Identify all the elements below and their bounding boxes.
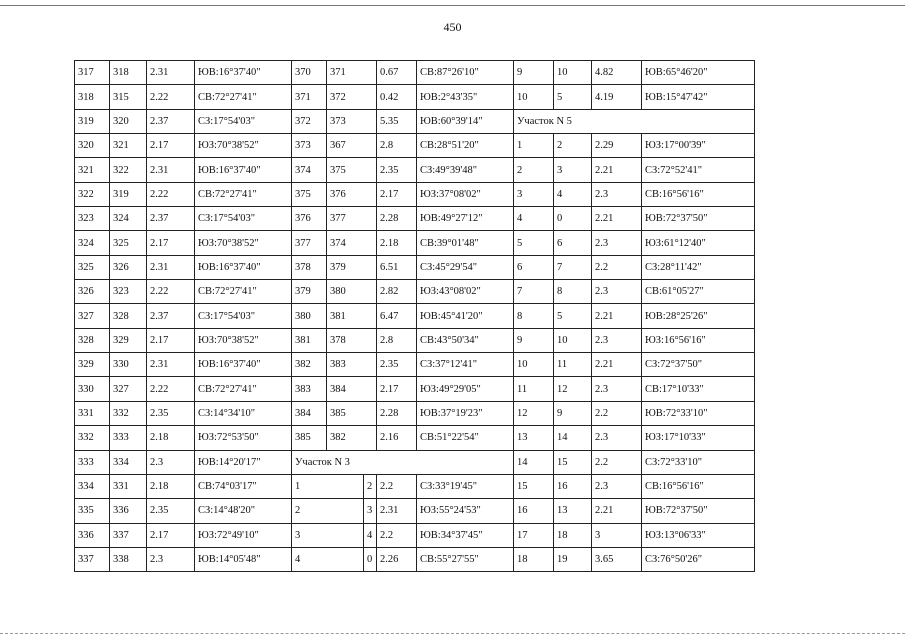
middle-to-point-cell: 384 — [327, 377, 377, 401]
left-length-cell: 2.22 — [147, 182, 195, 206]
left-from-point-cell: 331 — [75, 401, 110, 425]
left-from-point-cell: 336 — [75, 523, 110, 547]
right-bearing-cell: СЗ:72°52'41" — [642, 158, 755, 182]
left-to-point-cell: 319 — [110, 182, 147, 206]
right-from-point-cell: 5 — [514, 231, 554, 255]
table-row — [75, 328, 755, 352]
right-from-point-cell: 10 — [514, 85, 554, 109]
left-length-cell: 2.17 — [147, 523, 195, 547]
table-row — [75, 304, 755, 328]
left-length-cell: 2.22 — [147, 280, 195, 304]
table-row — [75, 85, 755, 109]
middle-to-point-cell: 380 — [327, 280, 377, 304]
right-length-cell: 4.19 — [592, 85, 642, 109]
right-from-point-cell: 1 — [514, 134, 554, 158]
left-length-cell: 2.17 — [147, 231, 195, 255]
left-to-point-cell: 338 — [110, 547, 147, 571]
right-bearing-cell: СВ:16°56'16" — [642, 474, 755, 498]
right-from-point-cell: 16 — [514, 499, 554, 523]
left-bearing-cell: ЮВ:14°20'17" — [195, 450, 292, 474]
middle-length-cell: 2.82 — [377, 280, 417, 304]
table-row — [75, 426, 755, 450]
middle-bearing-cell: СВ:51°22'54" — [417, 426, 514, 450]
middle-to-point-cell: 372 — [327, 85, 377, 109]
middle-to-point-cell: 385 — [327, 401, 377, 425]
right-to-point-cell: 0 — [554, 207, 592, 231]
scan-bottom-edge — [0, 633, 905, 634]
left-from-point-cell: 323 — [75, 207, 110, 231]
middle-length-cell: 2.28 — [377, 401, 417, 425]
middle-to-point-cell: 374 — [327, 231, 377, 255]
left-from-point-cell: 330 — [75, 377, 110, 401]
table-row — [75, 547, 755, 571]
middle-from-point-cell: 2 — [292, 499, 364, 523]
right-from-point-cell: 7 — [514, 280, 554, 304]
middle-length-cell: 2.16 — [377, 426, 417, 450]
middle-bearing-cell: СВ:87°26'10" — [417, 61, 514, 85]
middle-from-point-cell: 382 — [292, 353, 327, 377]
right-bearing-cell: СЗ:72°37'50" — [642, 353, 755, 377]
right-length-cell: 2.21 — [592, 304, 642, 328]
middle-length-cell: 0.67 — [377, 61, 417, 85]
left-length-cell: 2.17 — [147, 328, 195, 352]
middle-length-cell: 2.35 — [377, 353, 417, 377]
left-bearing-cell: ЮВ:16°37'40" — [195, 353, 292, 377]
table-row — [75, 182, 755, 206]
left-bearing-cell: ЮЗ:72°49'10" — [195, 523, 292, 547]
left-to-point-cell: 329 — [110, 328, 147, 352]
left-from-point-cell: 321 — [75, 158, 110, 182]
left-length-cell: 2.31 — [147, 255, 195, 279]
table-row — [75, 109, 755, 133]
left-from-point-cell: 317 — [75, 61, 110, 85]
right-bearing-cell: ЮВ:15°47'42" — [642, 85, 755, 109]
middle-bearing-cell: ЮВ:45°41'20" — [417, 304, 514, 328]
middle-bearing-cell: СЗ:49°39'48" — [417, 158, 514, 182]
right-length-cell: 2.3 — [592, 328, 642, 352]
left-bearing-cell: ЮЗ:70°38'52" — [195, 134, 292, 158]
left-bearing-cell: ЮЗ:72°53'50" — [195, 426, 292, 450]
left-bearing-cell: ЮВ:16°37'40" — [195, 61, 292, 85]
right-length-cell: 2.21 — [592, 158, 642, 182]
middle-to-point-cell: 379 — [327, 255, 377, 279]
right-from-point-cell: 17 — [514, 523, 554, 547]
right-to-point-cell: 5 — [554, 304, 592, 328]
right-from-point-cell: 3 — [514, 182, 554, 206]
left-to-point-cell: 324 — [110, 207, 147, 231]
right-length-cell: 2.3 — [592, 182, 642, 206]
right-to-point-cell: 4 — [554, 182, 592, 206]
right-to-point-cell: 3 — [554, 158, 592, 182]
middle-from-point-cell: 381 — [292, 328, 327, 352]
right-from-point-cell: 14 — [514, 450, 554, 474]
right-length-cell: 3.65 — [592, 547, 642, 571]
middle-bearing-cell: ЮЗ:49°29'05" — [417, 377, 514, 401]
middle-length-cell: 2.8 — [377, 134, 417, 158]
left-bearing-cell: СЗ:17°54'03" — [195, 304, 292, 328]
right-to-point-cell: 12 — [554, 377, 592, 401]
left-bearing-cell: СВ:74°03'17" — [195, 474, 292, 498]
right-length-cell: 2.2 — [592, 255, 642, 279]
left-to-point-cell: 315 — [110, 85, 147, 109]
right-to-point-cell: 18 — [554, 523, 592, 547]
middle-bearing-cell: ЮВ:2°43'35" — [417, 85, 514, 109]
right-bearing-cell: ЮЗ:16°56'16" — [642, 328, 755, 352]
middle-to-point-cell: 367 — [327, 134, 377, 158]
middle-from-point-cell: 376 — [292, 207, 327, 231]
right-length-cell: 2.2 — [592, 450, 642, 474]
table-row — [75, 377, 755, 401]
right-length-cell: 2.21 — [592, 207, 642, 231]
middle-to-point-cell: 2 — [364, 474, 377, 498]
middle-bearing-cell: ЮВ:34°37'45" — [417, 523, 514, 547]
left-bearing-cell: СВ:72°27'41" — [195, 377, 292, 401]
middle-length-cell: 2.31 — [377, 499, 417, 523]
left-to-point-cell: 325 — [110, 231, 147, 255]
middle-bearing-cell: ЮВ:60°39'14" — [417, 109, 514, 133]
left-from-point-cell: 333 — [75, 450, 110, 474]
left-to-point-cell: 332 — [110, 401, 147, 425]
left-from-point-cell: 325 — [75, 255, 110, 279]
right-to-point-cell: 19 — [554, 547, 592, 571]
table-row — [75, 499, 755, 523]
right-length-cell: 2.2 — [592, 401, 642, 425]
left-length-cell: 2.3 — [147, 547, 195, 571]
left-length-cell: 2.22 — [147, 85, 195, 109]
left-from-point-cell: 328 — [75, 328, 110, 352]
coordinates-table-sheet — [74, 60, 754, 572]
right-to-point-cell: 2 — [554, 134, 592, 158]
left-from-point-cell: 334 — [75, 474, 110, 498]
left-bearing-cell: СЗ:14°48'20" — [195, 499, 292, 523]
right-to-point-cell: 10 — [554, 61, 592, 85]
left-from-point-cell: 332 — [75, 426, 110, 450]
middle-from-point-cell: 373 — [292, 134, 327, 158]
middle-from-point-cell: 379 — [292, 280, 327, 304]
left-from-point-cell: 318 — [75, 85, 110, 109]
middle-bearing-cell: СЗ:37°12'41" — [417, 353, 514, 377]
left-to-point-cell: 331 — [110, 474, 147, 498]
left-length-cell: 2.3 — [147, 450, 195, 474]
left-bearing-cell: СЗ:14°34'10" — [195, 401, 292, 425]
right-to-point-cell: 6 — [554, 231, 592, 255]
table-row — [75, 474, 755, 498]
right-bearing-cell: ЮЗ:13°06'33" — [642, 523, 755, 547]
right-length-cell: 3 — [592, 523, 642, 547]
middle-to-point-cell: 3 — [364, 499, 377, 523]
left-to-point-cell: 336 — [110, 499, 147, 523]
left-from-point-cell: 335 — [75, 499, 110, 523]
left-to-point-cell: 326 — [110, 255, 147, 279]
middle-bearing-cell: СВ:28°51'20" — [417, 134, 514, 158]
middle-bearing-cell: СВ:55°27'55" — [417, 547, 514, 571]
right-from-point-cell: 15 — [514, 474, 554, 498]
table-row — [75, 207, 755, 231]
left-to-point-cell: 322 — [110, 158, 147, 182]
middle-length-cell: 5.35 — [377, 109, 417, 133]
left-length-cell: 2.17 — [147, 134, 195, 158]
left-bearing-cell: СВ:72°27'41" — [195, 182, 292, 206]
right-to-point-cell: 13 — [554, 499, 592, 523]
middle-length-cell: 2.28 — [377, 207, 417, 231]
left-length-cell: 2.35 — [147, 401, 195, 425]
middle-bearing-cell: ЮЗ:37°08'02" — [417, 182, 514, 206]
right-to-point-cell: 9 — [554, 401, 592, 425]
middle-from-point-cell: 377 — [292, 231, 327, 255]
right-to-point-cell: 16 — [554, 474, 592, 498]
right-from-point-cell: 12 — [514, 401, 554, 425]
middle-to-point-cell: 0 — [364, 547, 377, 571]
right-to-point-cell: 14 — [554, 426, 592, 450]
middle-from-point-cell: 383 — [292, 377, 327, 401]
right-length-cell: 4.82 — [592, 61, 642, 85]
middle-bearing-cell: ЮЗ:55°24'53" — [417, 499, 514, 523]
middle-from-point-cell: 3 — [292, 523, 364, 547]
table-row — [75, 231, 755, 255]
middle-length-cell: 2.2 — [377, 474, 417, 498]
right-bearing-cell: СЗ:28°11'42" — [642, 255, 755, 279]
left-bearing-cell: СВ:72°27'41" — [195, 85, 292, 109]
table-row — [75, 401, 755, 425]
left-to-point-cell: 318 — [110, 61, 147, 85]
right-from-point-cell: 18 — [514, 547, 554, 571]
middle-length-cell: 2.18 — [377, 231, 417, 255]
middle-to-point-cell: 4 — [364, 523, 377, 547]
left-length-cell: 2.37 — [147, 109, 195, 133]
right-length-cell: 2.3 — [592, 474, 642, 498]
right-bearing-cell: ЮВ:72°37'50" — [642, 499, 755, 523]
left-bearing-cell: ЮЗ:70°38'52" — [195, 231, 292, 255]
left-to-point-cell: 328 — [110, 304, 147, 328]
middle-bearing-cell: СЗ:33°19'45" — [417, 474, 514, 498]
middle-from-point-cell: 370 — [292, 61, 327, 85]
right-bearing-cell: СЗ:72°33'10" — [642, 450, 755, 474]
middle-to-point-cell: 375 — [327, 158, 377, 182]
table-row — [75, 523, 755, 547]
right-bearing-cell: СЗ:76°50'26" — [642, 547, 755, 571]
middle-bearing-cell: ЮВ:37°19'23" — [417, 401, 514, 425]
left-bearing-cell: СЗ:17°54'03" — [195, 207, 292, 231]
left-to-point-cell: 334 — [110, 450, 147, 474]
right-to-point-cell: 15 — [554, 450, 592, 474]
right-bearing-cell: СВ:61°05'27" — [642, 280, 755, 304]
left-bearing-cell: СЗ:17°54'03" — [195, 109, 292, 133]
right-from-point-cell: 8 — [514, 304, 554, 328]
right-from-point-cell: 6 — [514, 255, 554, 279]
left-bearing-cell: СВ:72°27'41" — [195, 280, 292, 304]
page-number: 450 — [443, 20, 462, 34]
middle-from-point-cell: 371 — [292, 85, 327, 109]
right-length-cell: 2.3 — [592, 231, 642, 255]
right-bearing-cell: СВ:17°10'33" — [642, 377, 755, 401]
middle-from-point-cell: 380 — [292, 304, 327, 328]
right-bearing-cell: ЮЗ:17°10'33" — [642, 426, 755, 450]
left-from-point-cell: 324 — [75, 231, 110, 255]
middle-from-point-cell: 375 — [292, 182, 327, 206]
middle-length-cell: 6.51 — [377, 255, 417, 279]
right-bearing-cell: ЮЗ:17°00'39" — [642, 134, 755, 158]
right-from-point-cell: 10 — [514, 353, 554, 377]
left-to-point-cell: 320 — [110, 109, 147, 133]
right-length-cell: 2.29 — [592, 134, 642, 158]
middle-from-point-cell: 378 — [292, 255, 327, 279]
left-bearing-cell: ЮЗ:70°38'52" — [195, 328, 292, 352]
left-length-cell: 2.31 — [147, 353, 195, 377]
right-bearing-cell: СВ:16°56'16" — [642, 182, 755, 206]
right-from-point-cell: 4 — [514, 207, 554, 231]
right-length-cell: 2.3 — [592, 377, 642, 401]
middle-from-point-cell: 384 — [292, 401, 327, 425]
table-row — [75, 158, 755, 182]
left-length-cell: 2.22 — [147, 377, 195, 401]
right-bearing-cell: ЮВ:65°46'20" — [642, 61, 755, 85]
left-from-point-cell: 320 — [75, 134, 110, 158]
middle-to-point-cell: 382 — [327, 426, 377, 450]
middle-bearing-cell: СВ:39°01'48" — [417, 231, 514, 255]
middle-to-point-cell: 373 — [327, 109, 377, 133]
left-bearing-cell: ЮВ:16°37'40" — [195, 255, 292, 279]
table-row — [75, 255, 755, 279]
scan-top-edge — [0, 5, 905, 6]
middle-bearing-cell: СВ:43°50'34" — [417, 328, 514, 352]
middle-from-point-cell: 374 — [292, 158, 327, 182]
right-bearing-cell: ЮВ:72°33'10" — [642, 401, 755, 425]
right-to-point-cell: 10 — [554, 328, 592, 352]
middle-bearing-cell: ЮВ:49°27'12" — [417, 207, 514, 231]
left-length-cell: 2.35 — [147, 499, 195, 523]
left-to-point-cell: 327 — [110, 377, 147, 401]
middle-to-point-cell: 377 — [327, 207, 377, 231]
middle-from-point-cell: 372 — [292, 109, 327, 133]
left-to-point-cell: 330 — [110, 353, 147, 377]
middle-to-point-cell: 376 — [327, 182, 377, 206]
right-bearing-cell: ЮЗ:61°12'40" — [642, 231, 755, 255]
middle-to-point-cell: 371 — [327, 61, 377, 85]
right-to-point-cell: 8 — [554, 280, 592, 304]
right-length-cell: 2.3 — [592, 280, 642, 304]
left-from-point-cell: 319 — [75, 109, 110, 133]
table-row — [75, 61, 755, 85]
right-from-point-cell: 13 — [514, 426, 554, 450]
right-length-cell: 2.21 — [592, 353, 642, 377]
left-length-cell: 2.18 — [147, 426, 195, 450]
right-bearing-cell: ЮВ:72°37'50" — [642, 207, 755, 231]
right-from-point-cell: 9 — [514, 328, 554, 352]
right-bearing-cell: ЮВ:28°25'26" — [642, 304, 755, 328]
middle-from-point-cell: 4 — [292, 547, 364, 571]
right-from-point-cell: 2 — [514, 158, 554, 182]
table-row — [75, 450, 755, 474]
right-length-cell: 2.3 — [592, 426, 642, 450]
middle-length-cell: 2.17 — [377, 377, 417, 401]
left-from-point-cell: 329 — [75, 353, 110, 377]
right-from-point-cell: 11 — [514, 377, 554, 401]
left-from-point-cell: 322 — [75, 182, 110, 206]
right-to-point-cell: 5 — [554, 85, 592, 109]
middle-length-cell: 2.17 — [377, 182, 417, 206]
left-from-point-cell: 326 — [75, 280, 110, 304]
middle-length-cell: 6.47 — [377, 304, 417, 328]
left-length-cell: 2.37 — [147, 207, 195, 231]
right-to-point-cell: 7 — [554, 255, 592, 279]
left-from-point-cell: 327 — [75, 304, 110, 328]
middle-bearing-cell: СЗ:45°29'54" — [417, 255, 514, 279]
section-3-heading: Участок N 3 — [292, 450, 514, 474]
middle-from-point-cell: 385 — [292, 426, 327, 450]
left-length-cell: 2.37 — [147, 304, 195, 328]
left-to-point-cell: 337 — [110, 523, 147, 547]
table-body — [75, 61, 755, 572]
right-from-point-cell: 9 — [514, 61, 554, 85]
left-bearing-cell: ЮВ:16°37'40" — [195, 158, 292, 182]
middle-bearing-cell: ЮЗ:43°08'02" — [417, 280, 514, 304]
left-length-cell: 2.31 — [147, 158, 195, 182]
middle-length-cell: 2.26 — [377, 547, 417, 571]
boundary-coordinates-table — [74, 60, 755, 572]
table-row — [75, 353, 755, 377]
left-length-cell: 2.31 — [147, 61, 195, 85]
middle-length-cell: 2.2 — [377, 523, 417, 547]
middle-to-point-cell: 383 — [327, 353, 377, 377]
section-5-heading: Участок N 5 — [514, 109, 755, 133]
table-row — [75, 280, 755, 304]
left-from-point-cell: 337 — [75, 547, 110, 571]
middle-from-point-cell: 1 — [292, 474, 364, 498]
middle-to-point-cell: 381 — [327, 304, 377, 328]
middle-length-cell: 2.8 — [377, 328, 417, 352]
left-to-point-cell: 323 — [110, 280, 147, 304]
left-bearing-cell: ЮВ:14°05'48" — [195, 547, 292, 571]
middle-to-point-cell: 378 — [327, 328, 377, 352]
middle-length-cell: 0.42 — [377, 85, 417, 109]
left-to-point-cell: 333 — [110, 426, 147, 450]
table-row — [75, 134, 755, 158]
middle-length-cell: 2.35 — [377, 158, 417, 182]
left-to-point-cell: 321 — [110, 134, 147, 158]
right-length-cell: 2.21 — [592, 499, 642, 523]
right-to-point-cell: 11 — [554, 353, 592, 377]
left-length-cell: 2.18 — [147, 474, 195, 498]
